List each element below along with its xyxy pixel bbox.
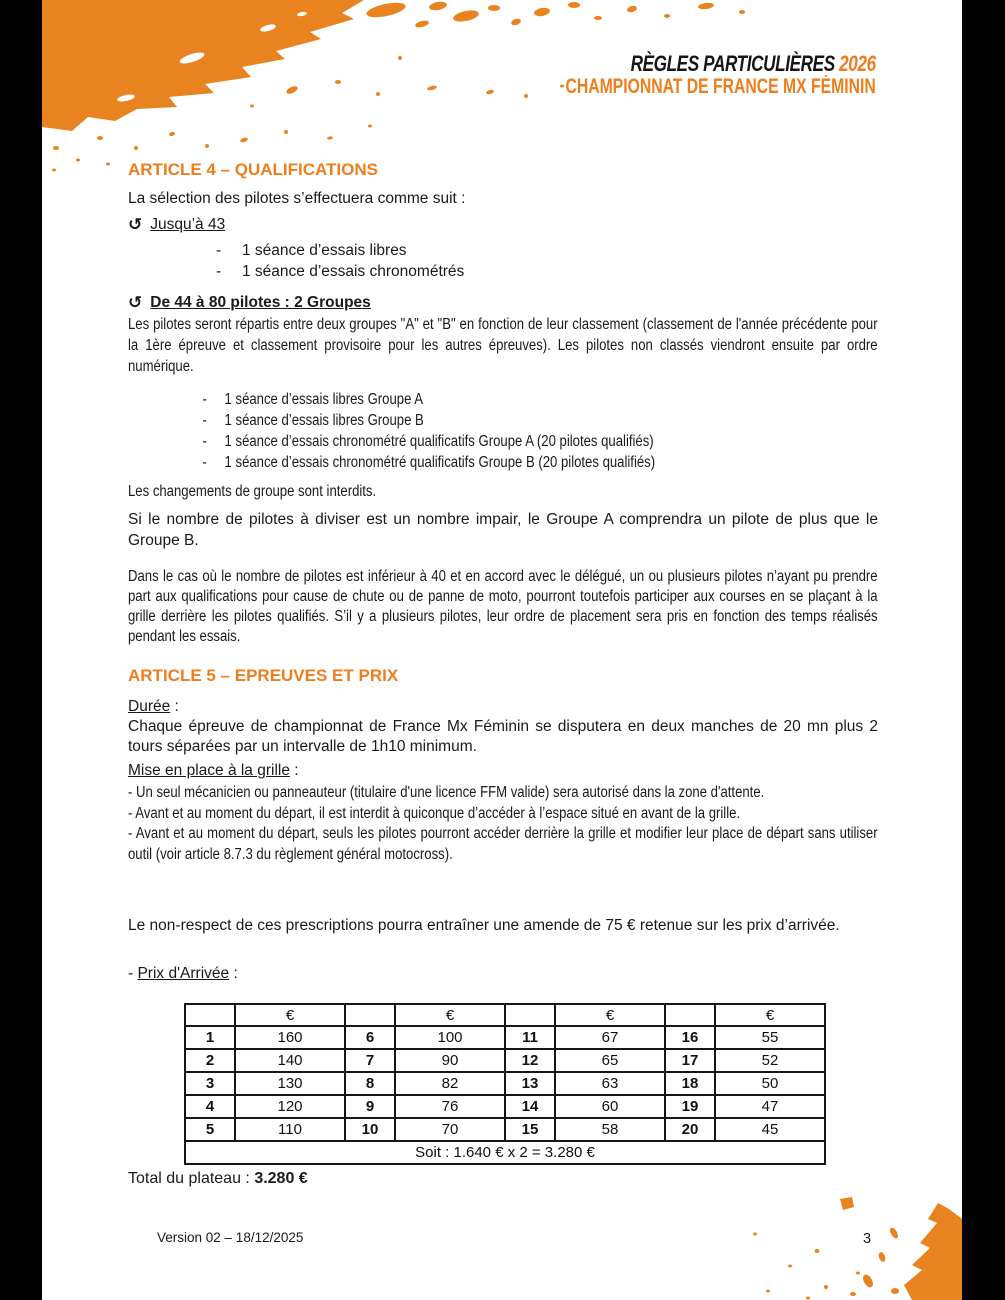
position-cell: 9 [345, 1095, 395, 1118]
prize-cell: 110 [235, 1118, 345, 1141]
euro-header-cell: € [235, 1004, 345, 1026]
euro-header-cell [345, 1004, 395, 1026]
penalty-paragraph: Le non-respect de ces prescriptions pourra entraîner une amende de 75 € retenue sur les prix d’arrivée. [128, 917, 840, 934]
grille-heading: Mise en place à la grille : [128, 762, 299, 779]
prize-table [184, 1003, 826, 1165]
euro-header-cell: € [395, 1004, 505, 1026]
position-cell: 19 [665, 1095, 715, 1118]
grille-rules [128, 783, 878, 865]
article-4-heading: ARTICLE 4 – QUALIFICATIONS [128, 160, 378, 179]
prize-cell: 140 [235, 1049, 345, 1072]
prize-row [185, 1049, 825, 1072]
position-cell: 5 [185, 1118, 235, 1141]
prize-cell: 63 [555, 1072, 665, 1095]
total-value: 3.280 € [254, 1170, 308, 1187]
circular-arrow-icon: ↺ [128, 293, 143, 312]
groups-sessions-list [128, 389, 878, 473]
euro-header-cell: € [715, 1004, 825, 1026]
position-cell: 15 [505, 1118, 555, 1141]
prize-cell: 58 [555, 1118, 665, 1141]
list-item: - 1 séance d’essais chronométré qualificatifs Groupe A (20 pilotes qualifiés) [202, 433, 654, 450]
grid-rule: - Avant et au moment du départ, seuls les pilotes pourront accéder derrière la grille et modifier leur place de départ sans utiliser outil (voir article 8.7.3 du règlement général motocross). [128, 825, 878, 863]
prize-header-row [185, 1004, 825, 1026]
prize-row [185, 1072, 825, 1095]
list-item: - 1 séance d’essais libres [216, 242, 407, 259]
euro-header-cell [505, 1004, 555, 1026]
position-cell: 7 [345, 1049, 395, 1072]
position-cell: 16 [665, 1026, 715, 1049]
position-cell: 20 [665, 1118, 715, 1141]
position-cell: 6 [345, 1026, 395, 1049]
position-cell: 1 [185, 1026, 235, 1049]
article-5-heading: ARTICLE 5 – EPREUVES ET PRIX [128, 666, 399, 685]
prize-cell: 82 [395, 1072, 505, 1095]
euro-header-cell [665, 1004, 715, 1026]
version-footer: Version 02 – 18/12/2025 [157, 1230, 304, 1245]
impair-paragraph: Si le nombre de pilotes à diviser est un nombre impair, le Groupe A comprendra un pilote de plus que le Groupe B. [128, 511, 878, 549]
grid-rule: - Un seul mécanicien ou panneauteur (titulaire d'une licence FFM valide) sera autorisé dans la zone d'attente. [128, 784, 765, 801]
prize-cell: 76 [395, 1095, 505, 1118]
selection-intro: La sélection des pilotes s’effectuera comme suit : [128, 190, 466, 207]
list-item: - 1 séance d’essais libres Groupe B [202, 412, 424, 429]
position-cell: 11 [505, 1026, 555, 1049]
prize-cell: 52 [715, 1049, 825, 1072]
groups-paragraph: Les pilotes seront répartis entre deux groupes "A" et "B" en fonction de leur classement (classement de l'année précédente pour la 1ère épreuve et classement provisoire pour les autres épreuves). Les pilotes non classés viendront ensuite par ordre numérique. [128, 316, 878, 375]
left-black-bar [0, 0, 42, 1300]
prize-cell: 130 [235, 1072, 345, 1095]
euro-header-cell [185, 1004, 235, 1026]
position-cell: 4 [185, 1095, 235, 1118]
right-black-bar [962, 0, 1005, 1300]
position-cell: 14 [505, 1095, 555, 1118]
prize-row [185, 1026, 825, 1049]
page-number: 3 [862, 1231, 872, 1247]
prize-cell: 45 [715, 1118, 825, 1141]
championnat-subtitle: CHAMPIONNAT DE FRANCE MX FÉMININ [565, 75, 876, 98]
prize-cell: 70 [395, 1118, 505, 1141]
prize-cell: 67 [555, 1026, 665, 1049]
soit-total-cell: Soit : 1.640 € x 2 = 3.280 € [185, 1141, 825, 1164]
prize-cell: 120 [235, 1095, 345, 1118]
position-cell: 10 [345, 1118, 395, 1141]
position-cell: 13 [505, 1072, 555, 1095]
document-page [42, 0, 962, 1300]
prize-cell: 55 [715, 1026, 825, 1049]
prize-cell: 100 [395, 1026, 505, 1049]
prize-cell: 50 [715, 1072, 825, 1095]
list-item: - 1 séance d’essais libres Groupe A [202, 391, 424, 408]
grid-rule: - Avant et au moment du départ, il est interdit à quiconque d’accéder à l’espace situé en avant de la grille. [128, 804, 741, 822]
prize-row [185, 1095, 825, 1118]
prize-cell: 47 [715, 1095, 825, 1118]
list-item: - 1 séance d’essais chronométré qualificatifs Groupe B (20 pilotes qualifiés) [202, 454, 656, 471]
duree-paragraph: Chaque épreuve de championnat de France Mx Féminin se disputera en deux manches de 20 mn plus 2 tours séparées par un intervalle de 1h10 minimum. [128, 718, 878, 755]
circular-arrow-icon: ↺ [128, 215, 143, 234]
total-plateau: Total du plateau : 3.280 € [128, 1170, 308, 1187]
duree-heading: Durée : [128, 698, 179, 715]
list-item: - 1 séance d’essais chronométrés [216, 263, 465, 280]
regles-title: RÈGLES PARTICULIÈRES 2026 [630, 51, 876, 76]
position-cell: 3 [185, 1072, 235, 1095]
position-cell: 2 [185, 1049, 235, 1072]
essais-list [128, 240, 878, 282]
inferieur-40-paragraph: Dans le cas où le nombre de pilotes est inférieur à 40 et en accord avec le délégué, un ou plusieurs pilotes n’ayant pu prendre part aux qualifications pour cause de chute ou de panne de moto, pourront toutefois participer aux courses en se plaçant à la grille derrière les pilotes qualifiés. S’il y a plusieurs pilotes, leur ordre de placement sera pris en fonction des temps réalisés pendant les essais. [128, 568, 878, 645]
euro-header-cell: € [555, 1004, 665, 1026]
prize-cell: 60 [555, 1095, 665, 1118]
document-header [462, 52, 876, 98]
position-cell: 18 [665, 1072, 715, 1095]
prize-row [185, 1118, 825, 1141]
changements-paragraph: Les changements de groupe sont interdits. [128, 483, 377, 500]
prize-cell: 65 [555, 1049, 665, 1072]
position-cell: 17 [665, 1049, 715, 1072]
year-badge: 2026 [839, 51, 876, 76]
position-cell: 8 [345, 1072, 395, 1095]
prize-cell: 160 [235, 1026, 345, 1049]
de-44-80-heading: ↺ De 44 à 80 pilotes : 2 Groupes [128, 293, 371, 312]
soit-row [185, 1141, 825, 1164]
prix-arrivee-heading: - Prix d'Arrivée : [128, 965, 238, 982]
position-cell: 12 [505, 1049, 555, 1072]
prize-cell: 90 [395, 1049, 505, 1072]
jusqua-43-heading: ↺ Jusqu’à 43 [128, 215, 226, 234]
